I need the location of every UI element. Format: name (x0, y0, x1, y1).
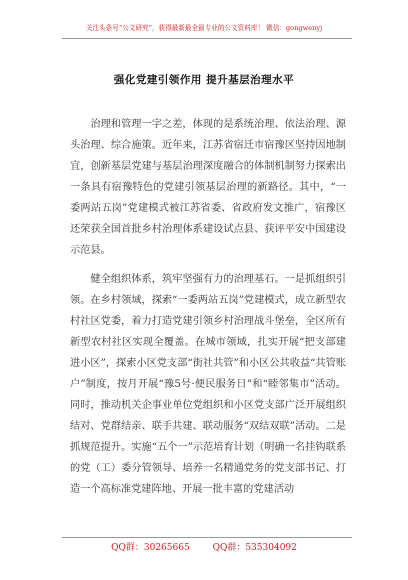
footer (0, 540, 408, 553)
paragraph-organization: 健全组织体系，筑牢坚强有力的治理基石。一是抓组织引领。在乡村领域，探索“一委两站五岗”党建模式，成立新型农村社区党委，着力打造党建引领乡村治理战斗堡垒，全区所有新型农村社区实现全覆盖。在城市领域，扎实开展“把支部建进小区”，探索小区党支部“街社共管”和小区公共收益“共管账户”制度，按月开展“豫5号·便民服务日”和“睦邻集市”活动。同时，推动机关企事业单位党组织和小区党支部广泛开展组织结对、党群结亲、联手共建、联动服务“双结双联”活动。二是抓规范提升。实施“五个一”示范培育计划（明确一名挂钩联系的党（工）委分管领导、培养一名精通党务的党支部书记、打造一个高标准党建阵地、开展一批丰富的党建活动 (70, 274, 346, 495)
document-title: 强化党建引领作用 提升基层治理水平 (113, 74, 295, 86)
footer-qq-group-2: QQ群：535304092 (212, 543, 297, 553)
footer-divider (62, 537, 352, 538)
header-divider (62, 38, 352, 39)
footer-qq-group-1: QQ群：30265665 (111, 543, 190, 553)
paragraph-intro: 治理和管理一字之差，体现的是系统治理、依法治理、源头治理、综合施策。近年来，江苏省宿迁市宿豫区坚持因地制宜，创新基层党建与基层治理深度融合的体制机制努力探索出一条具有宿豫特色的党建引领基层治理的新路径。其中，“一委两站五岗”党建模式被江苏省委、省政府发文推广，宿豫区还荣获全国首批乡村治理体系建设试点县、获评平安中国建设示范县。 (70, 119, 346, 256)
header-banner: 关注头条号“公文研究”，获得最新最全最专业的公文资料库！ 微信：gongwenyj (85, 24, 323, 32)
